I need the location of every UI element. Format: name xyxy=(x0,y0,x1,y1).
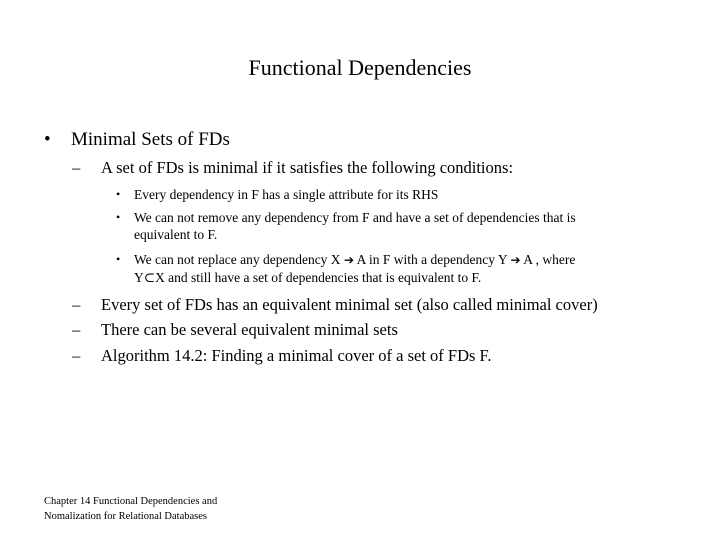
dash-mark: – xyxy=(72,346,81,365)
sub-bullet-mark: • xyxy=(116,187,121,201)
subset-symbol: ⊂ xyxy=(143,270,156,285)
condition-text: Every dependency in F has a single attribute for its RHS xyxy=(134,187,439,202)
condition-part: X and still have a set of dependencies that is equivalent to F. xyxy=(155,270,482,285)
sub-bullet-mark: • xyxy=(116,252,121,266)
condition-2 xyxy=(116,209,686,243)
arrow-right-icon: ➔ xyxy=(343,253,354,267)
footer-line: Nomalization for Relational Databases xyxy=(44,511,207,522)
bullet-mark: • xyxy=(44,129,51,150)
arrow-right-icon: ➔ xyxy=(510,253,521,267)
dash-mark: – xyxy=(72,158,81,177)
slide-title: Functional Dependencies xyxy=(248,55,472,80)
condition-text xyxy=(134,251,686,286)
sub-item-text: A set of FDs is minimal if it satisfies the following conditions: xyxy=(101,158,514,177)
condition-text xyxy=(134,209,686,243)
condition-part: Y xyxy=(134,270,144,285)
condition-part: A in F with a dependency Y xyxy=(356,252,508,267)
condition-part: We can not replace any dependency X xyxy=(134,252,341,267)
sub-item-text: Every set of FDs has an equivalent minimal set (also called minimal cover) xyxy=(101,295,598,314)
sub-item-text: Algorithm 14.2: Finding a minimal cover of a set of FDs F. xyxy=(101,346,492,365)
condition-line: We can not remove any dependency from F and have a set of dependencies that is xyxy=(134,210,576,225)
sub-item-text: There can be several equivalent minimal sets xyxy=(101,320,398,339)
condition-part: A , where xyxy=(523,252,576,267)
dash-mark: – xyxy=(72,295,81,314)
footer-line: Chapter 14 Functional Dependencies and xyxy=(44,496,218,507)
slide-footer xyxy=(44,494,217,524)
condition-1 xyxy=(116,186,686,203)
main-bullet-text: Minimal Sets of FDs xyxy=(71,129,230,150)
sub-bullet-mark: • xyxy=(116,210,121,224)
dash-mark: – xyxy=(72,320,81,339)
condition-line: equivalent to F. xyxy=(134,227,218,242)
condition-3 xyxy=(116,251,686,286)
